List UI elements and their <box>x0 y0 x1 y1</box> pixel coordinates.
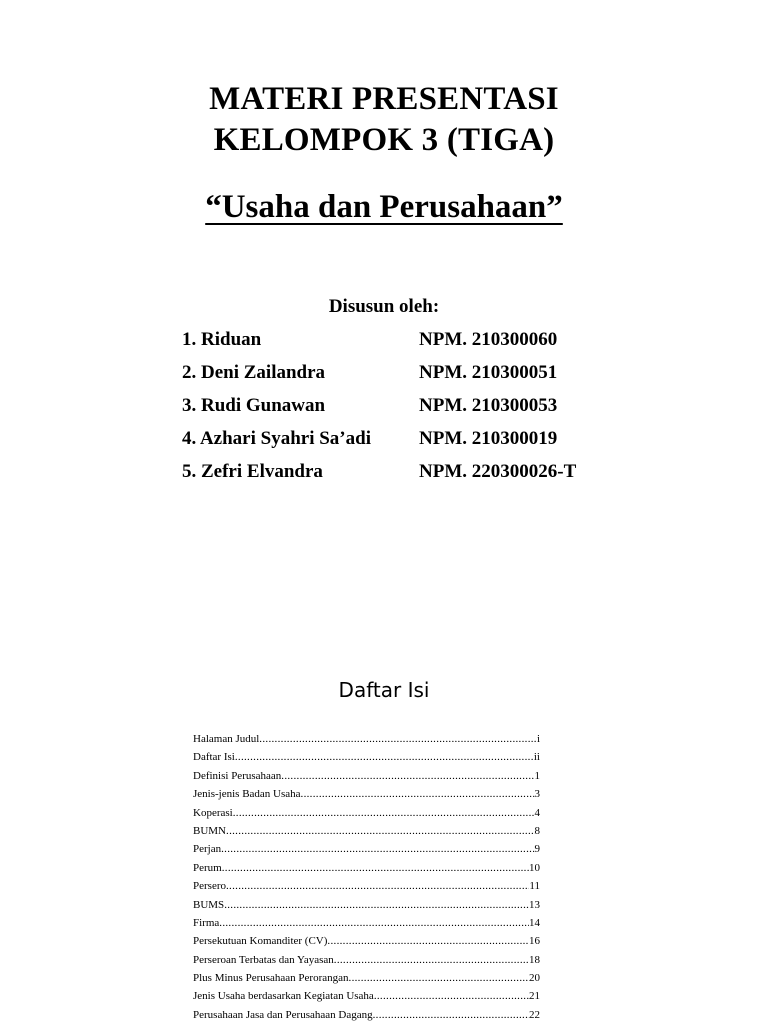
toc-entry-label: Persero <box>193 880 226 893</box>
toc-entry-label: Definisi Perusahaan <box>193 769 282 782</box>
toc-entry-label: Halaman Judul <box>193 733 260 745</box>
toc-entry-page: 21 <box>529 990 540 1003</box>
member-npm: NPM. 210300051 <box>419 362 558 383</box>
toc-entry <box>193 785 540 803</box>
toc-entry-label: Persekutuan Komanditer (CV) <box>193 935 328 948</box>
toc-leader-dots <box>235 748 534 766</box>
toc-leader-dots <box>222 859 529 877</box>
toc-entry-page: 1 <box>534 769 540 782</box>
toc-entry-page: 14 <box>529 916 540 929</box>
member-row <box>182 393 642 426</box>
member-row <box>182 426 642 459</box>
toc-entry-label: Plus Minus Perusahaan Perorangan <box>193 972 349 985</box>
toc-entry-page: 22 <box>529 1008 540 1021</box>
toc-entry-page: 20 <box>529 972 540 985</box>
toc-leader-dots <box>334 951 529 969</box>
toc-leader-dots <box>219 914 529 932</box>
member-row <box>182 327 642 360</box>
member-name: 1. Riduan <box>182 329 262 350</box>
member-name: 4. Azhari Syahri Sa’adi <box>182 428 371 449</box>
cover-subtitle-text: “Usaha dan Perusahaan” <box>205 189 563 225</box>
toc-entry <box>193 896 540 914</box>
toc-leader-dots <box>349 969 529 987</box>
toc-leader-dots <box>281 767 534 785</box>
compiled-by-label: Disusun oleh: <box>328 296 440 317</box>
member-row <box>182 360 642 393</box>
toc-leader-dots <box>224 896 529 914</box>
toc-leader-dots <box>233 804 535 822</box>
toc-title: Daftar Isi <box>338 678 430 702</box>
cover-title-line-2: KELOMPOK 3 (TIGA) <box>213 122 555 158</box>
toc-entry <box>193 822 540 840</box>
toc-entry <box>193 877 540 895</box>
toc-entry-page: 10 <box>529 861 540 874</box>
toc-entry <box>193 840 540 858</box>
table-of-contents <box>193 730 540 1024</box>
toc-entry-page: 4 <box>534 806 540 819</box>
member-name: 5. Zefri Elvandra <box>182 461 323 482</box>
toc-entry <box>193 730 540 748</box>
toc-entry-page: 3 <box>534 788 540 801</box>
toc-entry <box>193 987 540 1005</box>
toc-entry <box>193 951 540 969</box>
toc-entry <box>193 969 540 987</box>
toc-entry-label: Perusahaan Jasa dan Perusahaan Dagang <box>193 1008 373 1021</box>
toc-entry-label: Perseroan Terbatas dan Yayasan <box>193 953 334 966</box>
toc-leader-dots <box>301 785 535 803</box>
cover-subtitle <box>0 187 768 227</box>
toc-entry-page: 11 <box>529 880 540 893</box>
toc-entry-label: Daftar Isi <box>193 751 235 764</box>
toc-leader-dots <box>373 1006 529 1024</box>
toc-entry-label: Koperasi <box>193 806 233 819</box>
toc-entry-label: BUMS <box>193 898 225 911</box>
toc-leader-dots <box>226 877 529 895</box>
toc-leader-dots <box>259 730 537 748</box>
toc-entry <box>193 932 540 950</box>
toc-entry <box>193 859 540 877</box>
toc-entry <box>193 914 540 932</box>
member-npm: NPM. 210300053 <box>419 395 558 416</box>
toc-leader-dots <box>374 987 529 1005</box>
toc-entry-page: 8 <box>534 824 540 837</box>
toc-leader-dots <box>221 840 534 858</box>
member-name: 2. Deni Zailandra <box>182 362 326 383</box>
toc-entry-page: ii <box>533 751 540 764</box>
toc-entry-label: BUMN <box>193 824 227 837</box>
toc-entry-label: Jenis-jenis Badan Usaha <box>193 788 301 801</box>
member-name: 3. Rudi Gunawan <box>182 395 326 416</box>
toc-entry-label: Firma <box>193 916 220 929</box>
member-list <box>182 327 642 492</box>
toc-entry-label: Perjan <box>193 843 222 856</box>
cover-title-line-1: MATERI PRESENTASI <box>209 81 559 117</box>
toc-entry-page: i <box>536 733 540 745</box>
toc-entry-page: 9 <box>534 843 540 856</box>
toc-entry <box>193 1006 540 1024</box>
member-npm: NPM. 220300026-T <box>419 461 577 482</box>
member-npm: NPM. 210300019 <box>419 428 558 449</box>
toc-leader-dots <box>226 822 534 840</box>
toc-entry-page: 13 <box>529 898 540 911</box>
toc-leader-dots <box>327 932 529 950</box>
member-row <box>182 459 642 492</box>
toc-entry <box>193 767 540 785</box>
toc-entry-label: Jenis Usaha berdasarkan Kegiatan Usaha <box>193 990 374 1003</box>
member-npm: NPM. 210300060 <box>419 329 558 350</box>
toc-entry-label: Perum <box>193 861 222 874</box>
toc-entry <box>193 804 540 822</box>
toc-entry-page: 16 <box>529 935 540 948</box>
toc-entry-page: 18 <box>529 953 540 966</box>
toc-entry <box>193 748 540 766</box>
